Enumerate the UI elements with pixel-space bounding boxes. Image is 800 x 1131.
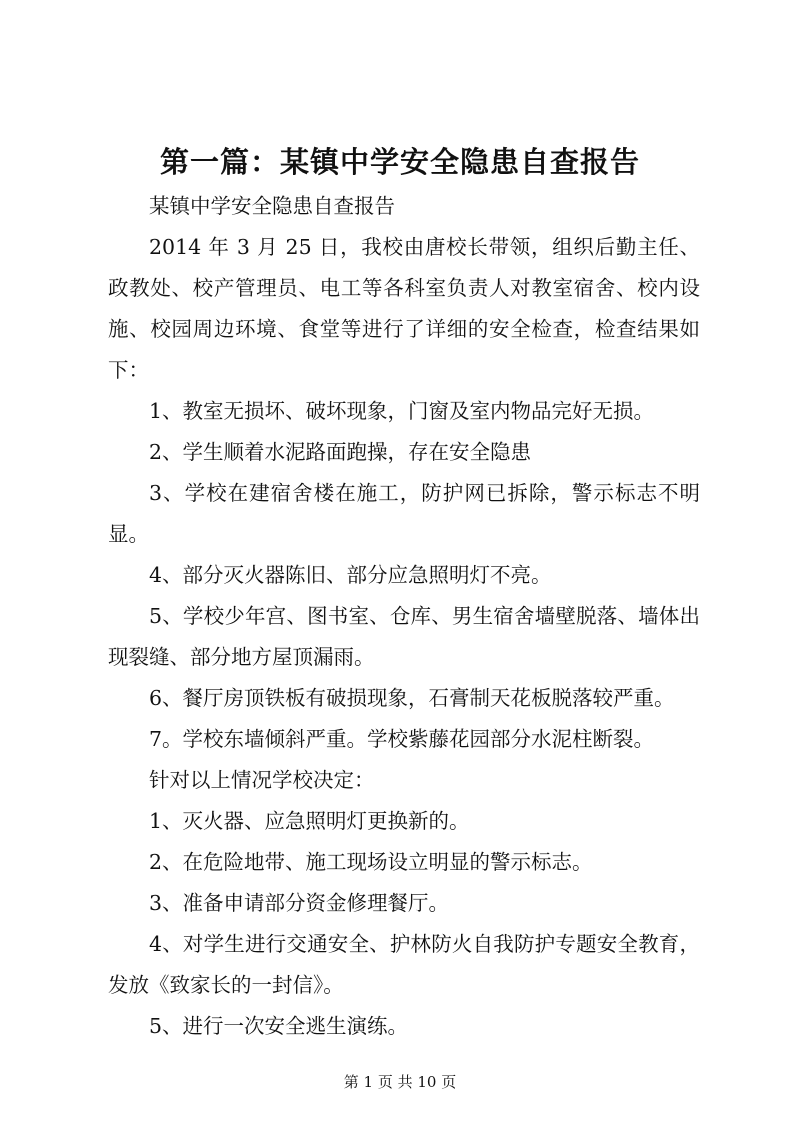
finding-item-1: 1、教室无损坏、破坏现象，门窗及室内物品完好无损。 <box>149 399 655 423</box>
document-body <box>108 186 700 1047</box>
paragraph-intro: 2014 年 3 月 25 日，我校由唐校长带领，组织后勤主任、政教处、校产管理员、电工等各科室负责人对教室宿舍、校内设施、校园周边环境、食堂等进行了详细的安全检查，检查结果如下： <box>108 235 700 382</box>
finding-item-6: 6、餐厅房顶铁板有破损现象，石膏制天花板脱落较严重。 <box>149 686 675 710</box>
finding-item-7: 7。学校东墙倾斜严重。学校紫藤花园部分水泥柱断裂。 <box>149 727 655 751</box>
decision-heading: 针对以上情况学校决定： <box>149 768 375 792</box>
finding-item-4: 4、部分灭火器陈旧、部分应急照明灯不亮。 <box>149 563 552 587</box>
decision-item-4: 4、对学生进行交通安全、护林防火自我防护专题安全教育，发放《致家长的一封信》。 <box>108 932 700 997</box>
decision-item-5: 5、进行一次安全逃生演练。 <box>149 1014 409 1038</box>
finding-item-2: 2、学生顺着水泥路面跑操，存在安全隐患 <box>149 440 532 464</box>
paragraph-subtitle: 某镇中学安全隐患自查报告 <box>149 194 395 218</box>
finding-item-5: 5、学校少年宫、图书室、仓库、男生宿舍墙壁脱落、墙体出现裂缝、部分地方屋顶漏雨。 <box>108 604 700 669</box>
finding-item-3: 3、学校在建宿舍楼在施工，防护网已拆除，警示标志不明显。 <box>108 481 700 546</box>
decision-item-2: 2、在危险地带、施工现场设立明显的警示标志。 <box>149 850 593 874</box>
page-number-footer: 第 1 页 共 10 页 <box>343 1073 457 1091</box>
document-title: 第一篇：某镇中学安全隐患自查报告 <box>159 145 640 179</box>
decision-item-3: 3、准备申请部分资金修理餐厅。 <box>149 891 450 915</box>
decision-item-1: 1、灭火器、应急照明灯更换新的。 <box>149 809 470 833</box>
